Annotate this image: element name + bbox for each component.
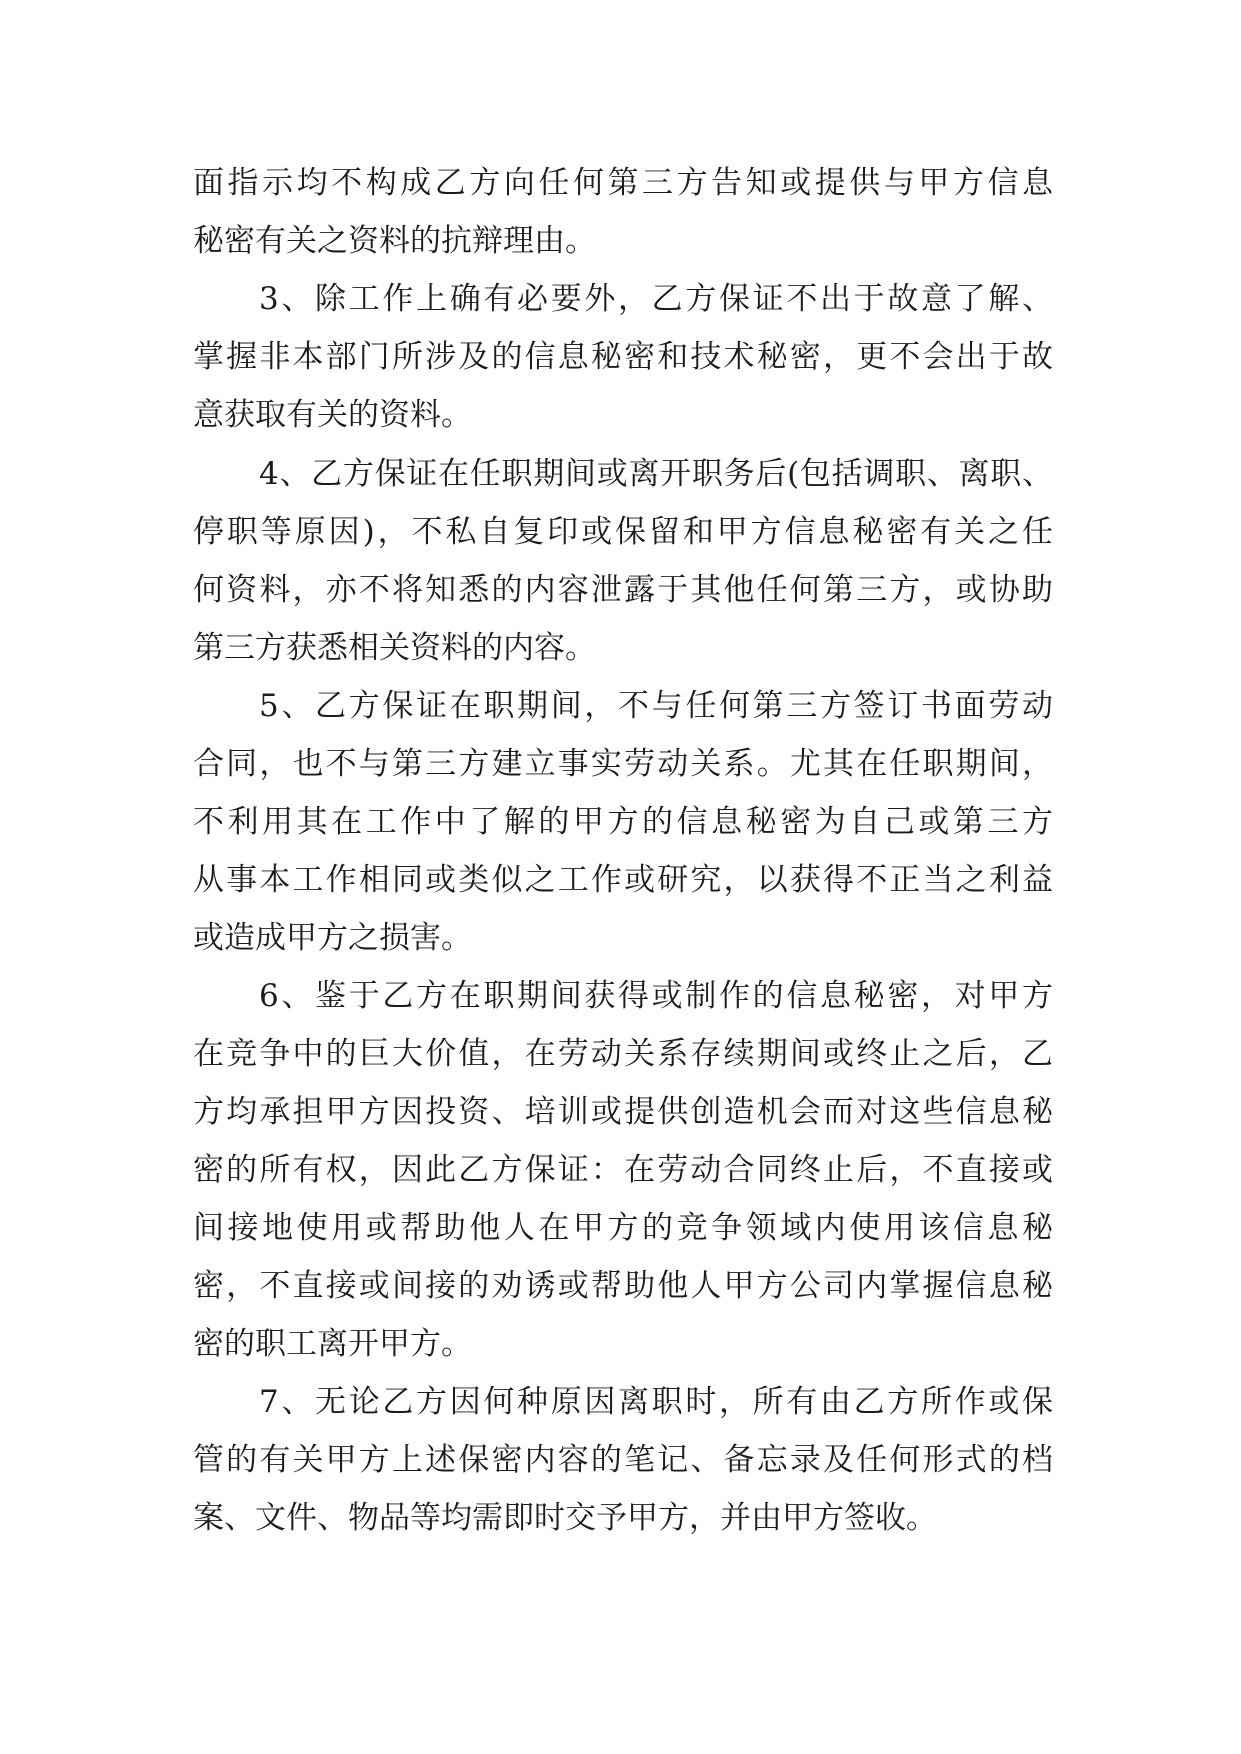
paragraph-7-line-1: 7、无论乙方因何种原因离职时，所有由乙方所作或保 <box>259 1384 1053 1420</box>
paragraph-6-line-1: 6、鉴于乙方在职期间获得或制作的信息秘密，对甲方 <box>259 978 1053 1014</box>
paragraph-5-line-5: 或造成甲方之损害。 <box>193 920 472 956</box>
paragraph-5-line-4: 从事本工作相同或类似之工作或研究，以获得不正当之利益 <box>193 862 1053 898</box>
paragraph-5-line-2: 合同，也不与第三方建立事实劳动关系。尤其在任职期间， <box>193 746 1053 782</box>
paragraph-6-line-2: 在竞争中的巨大价值，在劳动关系存续期间或终止之后，乙 <box>193 1036 1053 1072</box>
text-line-2: 秘密有关之资料的抗辩理由。 <box>193 223 596 259</box>
paragraph-6-line-6: 密，不直接或间接的劝诱或帮助他人甲方公司内掌握信息秘 <box>193 1268 1053 1304</box>
text-line-1: 面指示均不构成乙方向任何第三方告知或提供与甲方信息 <box>193 165 1053 201</box>
paragraph-3-line-1: 3、除工作上确有必要外，乙方保证不出于故意了解、 <box>259 281 1053 317</box>
paragraph-5-line-3: 不利用其在工作中了解的甲方的信息秘密为自己或第三方 <box>193 804 1053 840</box>
paragraph-7-line-2: 管的有关甲方上述保密内容的笔记、备忘录及任何形式的档 <box>193 1442 1053 1478</box>
paragraph-4-line-2: 停职等原因)，不私自复印或保留和甲方信息秘密有关之任 <box>193 514 1053 550</box>
paragraph-5-line-1: 5、乙方保证在职期间，不与任何第三方签订书面劳动 <box>259 688 1053 724</box>
paragraph-4-line-3: 何资料，亦不将知悉的内容泄露于其他任何第三方，或协助 <box>193 572 1053 608</box>
paragraph-6-line-5: 间接地使用或帮助他人在甲方的竞争领域内使用该信息秘 <box>193 1210 1053 1246</box>
paragraph-6-line-7: 密的职工离开甲方。 <box>193 1326 472 1362</box>
paragraph-3-line-2: 掌握非本部门所涉及的信息秘密和技术秘密，更不会出于故 <box>193 339 1053 375</box>
paragraph-7-line-3: 案、文件、物品等均需即时交予甲方，并由甲方签收。 <box>193 1500 937 1536</box>
paragraph-4-line-4: 第三方获悉相关资料的内容。 <box>193 630 596 666</box>
paragraph-6-line-3: 方均承担甲方因投资、培训或提供创造机会而对这些信息秘 <box>193 1094 1053 1130</box>
paragraph-3-line-3: 意获取有关的资料。 <box>193 397 472 433</box>
paragraph-6-line-4: 密的所有权，因此乙方保证：在劳动合同终止后，不直接或 <box>193 1152 1053 1188</box>
paragraph-4-line-1: 4、乙方保证在任职期间或离开职务后(包括调职、离职、 <box>259 456 1053 492</box>
